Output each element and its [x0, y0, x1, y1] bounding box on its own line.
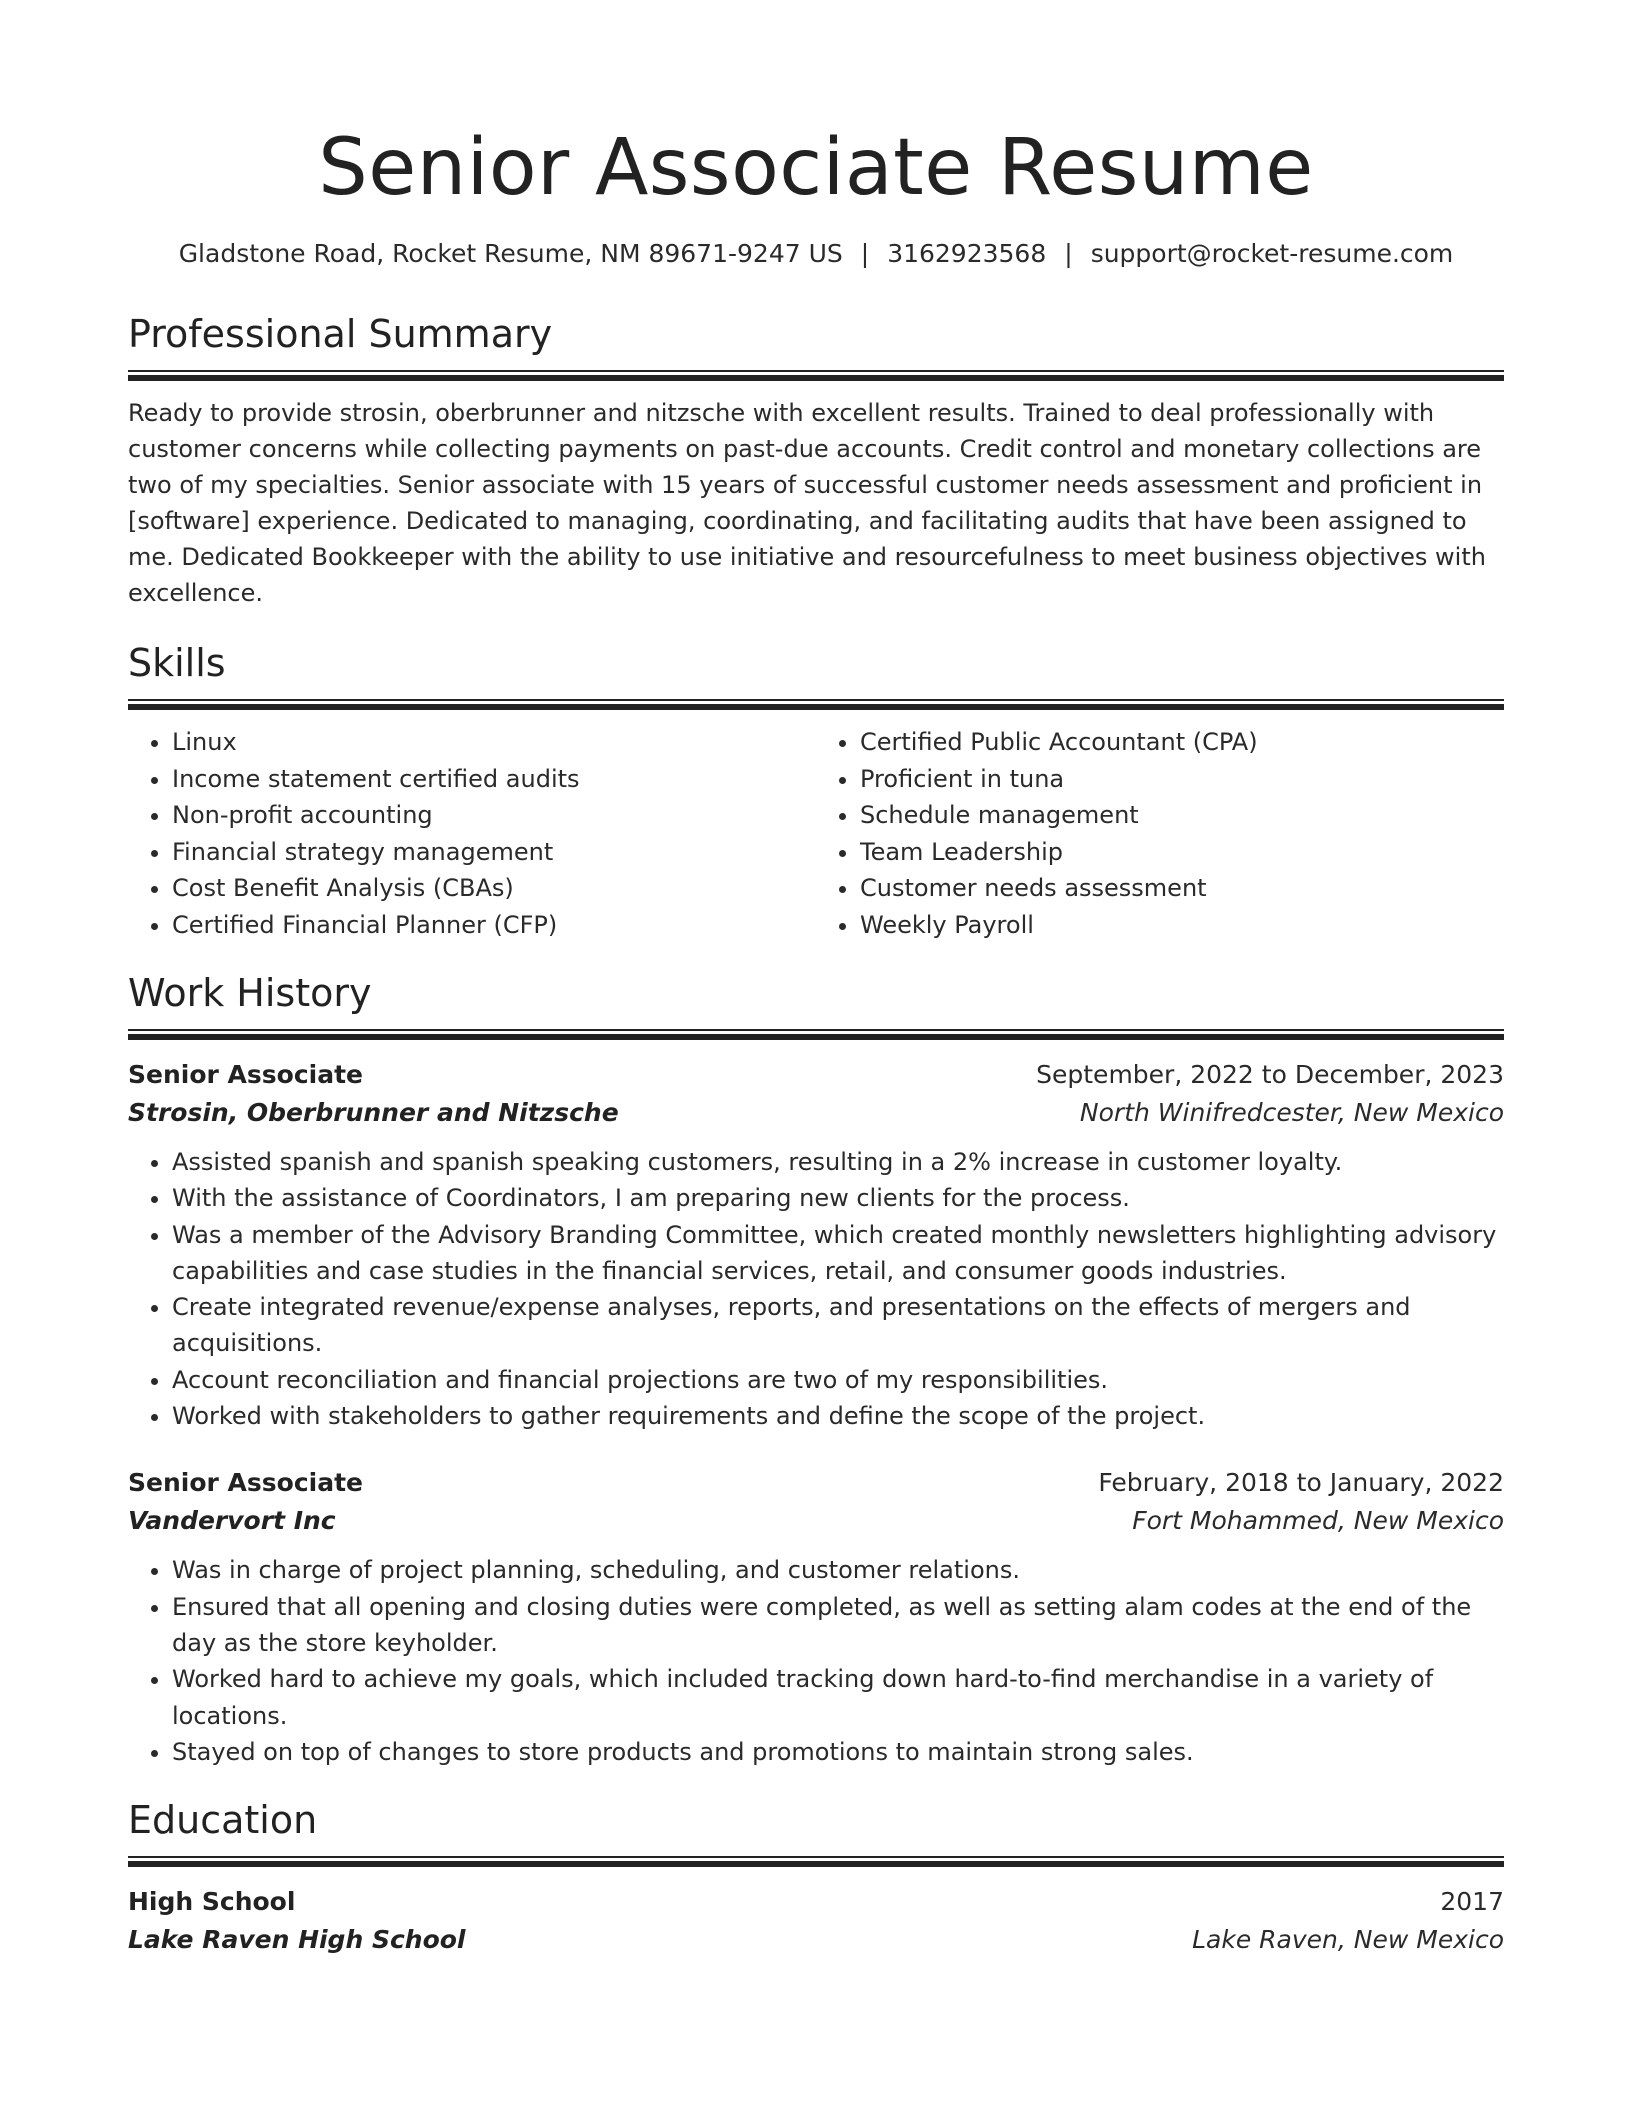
education-location: Lake Raven, New Mexico [1192, 1925, 1504, 1955]
job-bullet: • Worked hard to achieve my goals, which included tracking down hard-to-find merchandise in a variety of locations. [172, 1661, 1504, 1734]
job-subheader [128, 1502, 1504, 1540]
work-heading: Work History [128, 971, 372, 1015]
skill-item: • Linux [172, 724, 816, 761]
education-section [128, 1796, 1504, 1959]
skills-list-right [816, 724, 1504, 943]
contact-email: support@rocket-resume.com [1090, 239, 1454, 268]
job-location: Fort Mohammed, New Mexico [1132, 1506, 1504, 1536]
skills-heading: Skills [128, 641, 226, 685]
skills-columns [128, 724, 1504, 943]
work-section [128, 969, 1504, 1770]
skill-item: • Certified Public Accountant (CPA) [860, 724, 1504, 761]
job-bullet: • Account reconciliation and financial projections are two of my responsibilities. [172, 1362, 1504, 1398]
skill-item: • Certified Financial Planner (CFP) [172, 907, 816, 944]
skills-list-left [128, 724, 816, 943]
skill-item: • Proficient in tuna [860, 761, 1504, 798]
skill-item: • Team Leadership [860, 834, 1504, 871]
skills-section [128, 639, 1504, 943]
job-bullet: • Was in charge of project planning, scheduling, and customer relations. [172, 1552, 1504, 1588]
education-subheader [128, 1921, 1504, 1959]
section-divider [128, 1856, 1504, 1867]
contact-phone: 3162923568 [887, 239, 1047, 268]
job-entry [128, 1056, 1504, 1434]
section-divider [128, 370, 1504, 381]
job-subheader [128, 1094, 1504, 1132]
contact-address: Gladstone Road, Rocket Resume, NM 89671-9247 US [178, 239, 843, 268]
contact-separator: | [860, 239, 870, 268]
job-company: Vandervort Inc [128, 1506, 336, 1536]
skill-item: • Customer needs assessment [860, 870, 1504, 907]
education-degree: High School [128, 1887, 296, 1917]
job-company: Strosin, Oberbrunner and Nitzsche [128, 1098, 619, 1127]
job-bullet: • Create integrated revenue/expense analyses, reports, and presentations on the effects of mergers and acquisitions. [172, 1289, 1504, 1362]
education-entry [128, 1883, 1504, 1959]
education-heading: Education [128, 1798, 318, 1843]
job-bullet: • Worked with stakeholders to gather requirements and define the scope of the project. [172, 1398, 1504, 1434]
section-divider [128, 699, 1504, 710]
job-bullets [128, 1144, 1504, 1434]
skill-item: • Income statement certified audits [172, 761, 816, 798]
job-bullet: • Was a member of the Advisory Branding Committee, which created monthly newsletters highlighting advisory capabilities and case studies in the financial services, retail, and consumer goods industries. [172, 1217, 1504, 1290]
education-header [128, 1883, 1504, 1921]
skill-item: • Cost Benefit Analysis (CBAs) [172, 870, 816, 907]
skill-item: • Weekly Payroll [860, 907, 1504, 944]
job-bullet: • With the assistance of Coordinators, I am preparing new clients for the process. [172, 1180, 1504, 1216]
job-location: North Winifredcester, New Mexico [1079, 1098, 1504, 1127]
job-header [128, 1464, 1504, 1502]
job-dates: September, 2022 to December, 2023 [1036, 1060, 1504, 1089]
resume-title: Senior Associate Resume [318, 123, 1314, 213]
job-bullets [128, 1552, 1504, 1770]
job-dates: February, 2018 to January, 2022 [1098, 1468, 1504, 1498]
summary-section [128, 310, 1504, 611]
job-header [128, 1056, 1504, 1094]
skill-item: • Schedule management [860, 797, 1504, 834]
section-divider [128, 1029, 1504, 1040]
education-school: Lake Raven High School [128, 1925, 466, 1955]
skill-item: • Financial strategy management [172, 834, 816, 871]
job-bullet: • Assisted spanish and spanish speaking customers, resulting in a 2% increase in customer loyalty. [172, 1144, 1504, 1180]
job-title: Senior Associate [128, 1060, 363, 1089]
education-year: 2017 [1440, 1887, 1504, 1917]
job-bullet: • Stayed on top of changes to store products and promotions to maintain strong sales. [172, 1734, 1504, 1770]
contact-line [128, 236, 1504, 272]
summary-text: Ready to provide strosin, oberbrunner and nitzsche with excellent results. Trained to deal professionally with customer concerns while collecting payments on past-due accounts. Credit control and monetary collections are two of my specialties. Senior associate with 15 years of successful customer needs assessment and proficient in [software] experience. Dedicated to managing, coordinating, and facilitating audits that have been assigned to me. Dedicated Bookkeeper with the ability to use initiative and resourcefulness to meet business objectives with excellence. [128, 399, 1486, 607]
job-entry [128, 1464, 1504, 1770]
job-bullet: • Ensured that all opening and closing duties were completed, as well as setting alam codes at the end of the day as the store keyholder. [172, 1589, 1504, 1662]
job-title: Senior Associate [128, 1468, 363, 1498]
summary-heading: Professional Summary [128, 312, 553, 356]
skill-item: • Non-profit accounting [172, 797, 816, 834]
contact-separator: | [1064, 239, 1073, 268]
